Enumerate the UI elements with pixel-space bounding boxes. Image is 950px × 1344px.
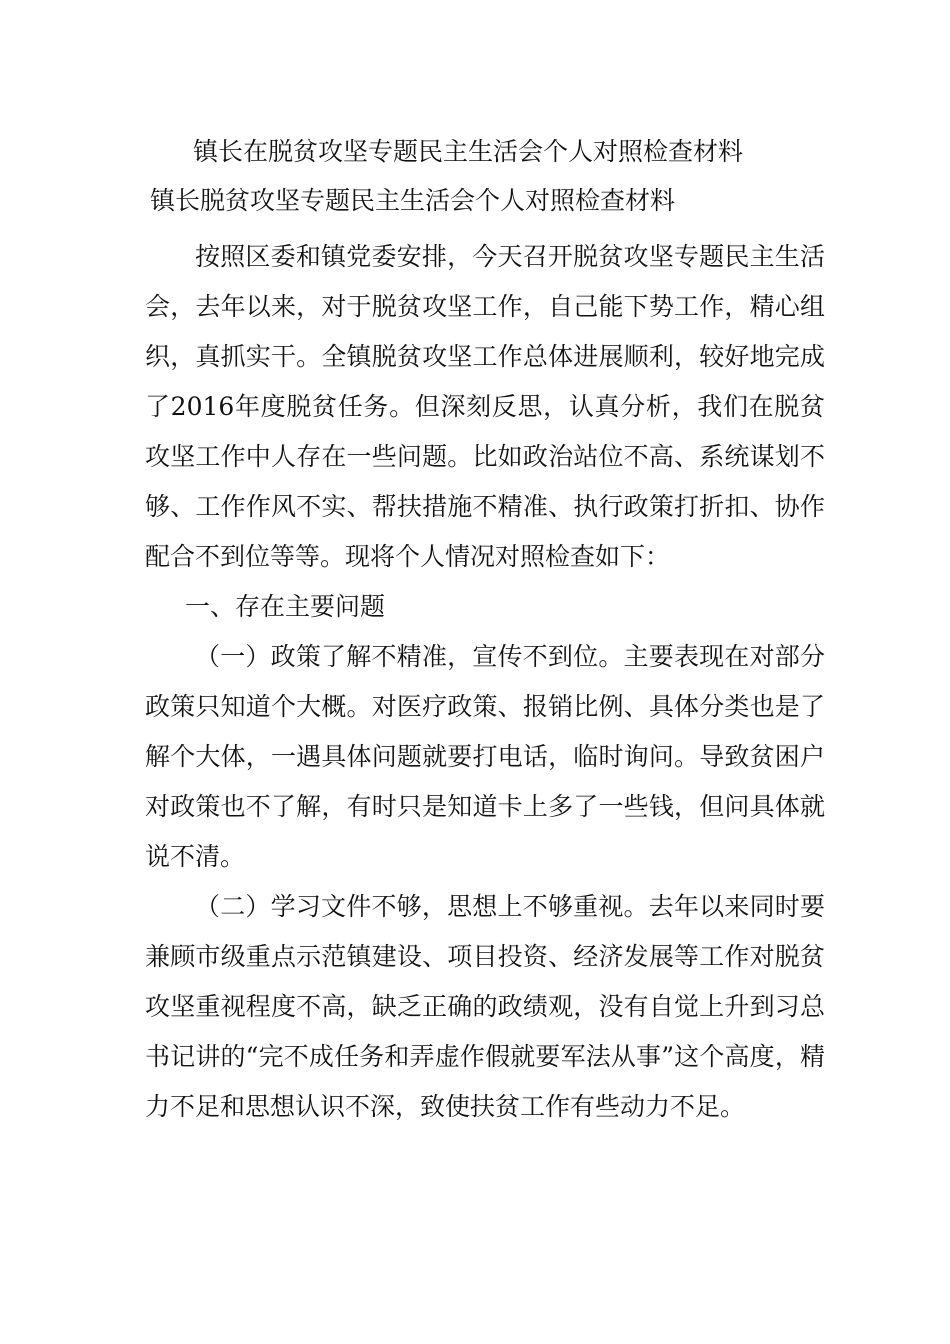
document-body — [145, 232, 825, 1132]
document-subtitle: 镇长脱贫攻坚专题民主生活会个人对照检查材料 — [150, 186, 676, 215]
problem-item-1: （一）政策了解不精准，宣传不到位。主要表现在对部分政策只知道个大概。对医疗政策、报销比例、具体分类也是了解个大体，一遇具体问题就要打电话，临时询问。导致贫困户对政策也不了解，有时只是知道卡上多了一些钱，但问具体就说不清。 — [145, 642, 825, 871]
section-heading: 一、存在主要问题 — [185, 592, 386, 621]
problem-item-2: （二）学习文件不够，思想上不够重视。去年以来同时要兼顾市级重点示范镇建设、项目投资、经济发展等工作对脱贫攻坚重视程度不高，缺乏正确的政绩观，没有自觉上升到习总书记讲的“完不成任务和弄虚作假就要军法从事”这个高度，精力不足和思想认识不深，致使扶贫工作有些动力不足。 — [145, 892, 825, 1121]
document-title: 镇长在脱贫攻坚专题民主生活会个人对照检查材料 — [193, 137, 744, 166]
intro-paragraph: 按照区委和镇党委安排，今天召开脱贫攻坚专题民主生活会，去年以来，对于脱贫攻坚工作，自己能下势工作，精心组织，真抓实干。全镇脱贫攻坚工作总体进展顺利，较好地完成了2016年度脱贫任务。但深刻反思，认真分析，我们在脱贫攻坚工作中人存在一些问题。比如政治站位不高、系统谋划不够、工作作风不实、帮扶措施不精准、执行政策打折扣、协作配合不到位等等。现将个人情况对照检查如下： — [145, 242, 825, 571]
